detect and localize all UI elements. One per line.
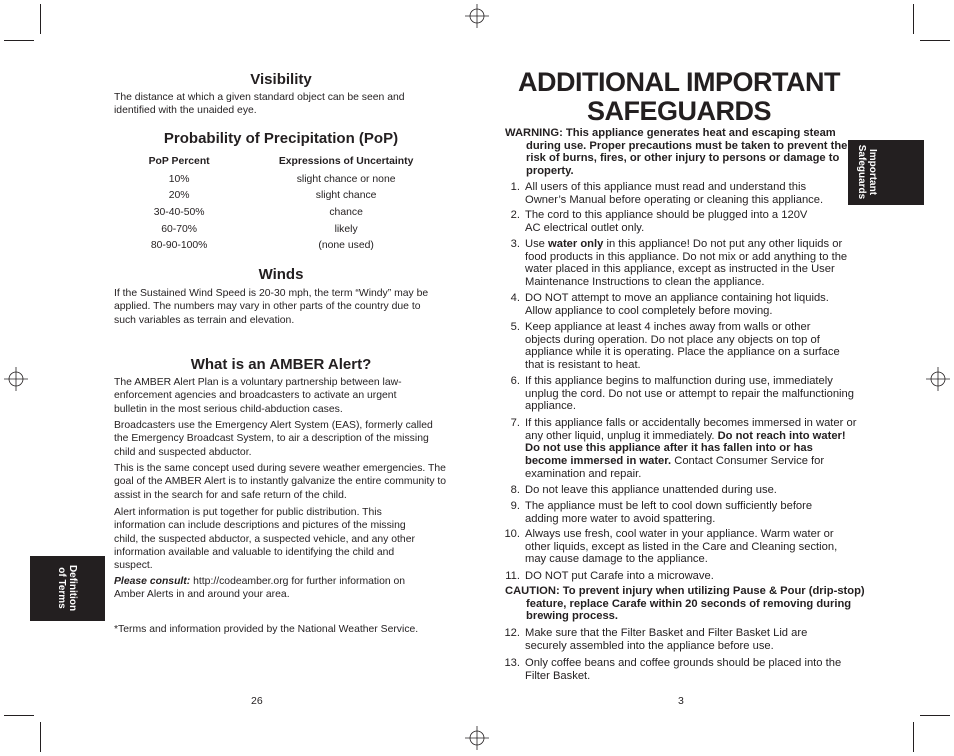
item-text: in this appliance! Do not put any other liquids or food products in this appliance. Do not mix or add anything to the water placed in this appliance, except as instructed in the User Maintenance Instructions to clean the appliance. xyxy=(525,238,848,289)
item-text-bold: Do not reach into water! Do not use this appliance after it has fallen into or has become immersed in water. xyxy=(525,429,846,468)
item-number: 12. xyxy=(504,627,520,639)
registration-mark-bottom xyxy=(465,726,489,750)
pop-percent-cell: 20% xyxy=(168,190,190,202)
visibility-heading: Visibility xyxy=(250,71,312,88)
pop-table xyxy=(114,156,448,254)
crop-mark xyxy=(40,4,41,34)
item-number: 10. xyxy=(504,528,520,540)
pop-percent-cell: 60-70% xyxy=(161,223,198,235)
amber-consult xyxy=(114,575,432,602)
item-number: 3. xyxy=(510,238,520,250)
item-text: All users of this appliance must read and understand this Owner’s Manual before operating or cleaning this appliance. xyxy=(525,181,824,206)
pop-expression-cell: likely xyxy=(334,223,358,235)
important-safeguards-tab xyxy=(848,140,924,205)
pop-percent-cell: 10% xyxy=(168,173,190,185)
item-text: Always use fresh, cool water in your appliance. Warm water or other liquids, except as listed in the Care and Cleaning section, may cause damage to the appliance. xyxy=(525,528,838,566)
item-text: If this appliance begins to malfunction during use, immediately unplug the cord. Do not use or attempt to repair the malfunctioning appliance. xyxy=(525,375,854,413)
pop-expression-cell: (none used) xyxy=(318,240,374,252)
amber-heading: What is an AMBER Alert? xyxy=(190,356,372,373)
item-text: Contact Consumer Service for examination and repair. xyxy=(525,455,825,480)
pop-heading: Probability of Precipitation (PoP) xyxy=(163,130,399,147)
consult-text: http://codeamber.org for further information on Amber Alerts in and around your area. xyxy=(114,576,406,601)
item-number: 6. xyxy=(510,375,520,387)
item-text: The appliance must be left to cool down sufficiently before adding more water to avoid spattering. xyxy=(525,500,813,525)
item-number: 4. xyxy=(510,292,520,304)
crop-mark xyxy=(920,40,950,41)
consult-label: Please consult: xyxy=(114,576,191,587)
table-row xyxy=(114,188,448,205)
page-number: 3 xyxy=(678,695,684,707)
definition-of-terms-tab xyxy=(30,556,105,621)
crop-mark xyxy=(40,722,41,752)
amber-paragraph: Broadcasters use the Emergency Alert System (EAS), formerly called the Emergency Broadcast System, to air a description of the missing child and suspected abductor. xyxy=(114,420,433,458)
registration-mark-right xyxy=(926,367,950,391)
winds-body: If the Sustained Wind Speed is 20-30 mph, the term “Windy” may be applied. The numbers may vary in other parts of the country due to such variables as terrain and elevation. xyxy=(114,288,429,326)
item-number: 5. xyxy=(510,321,520,333)
pop-expression-cell: slight chance xyxy=(315,190,377,202)
crop-mark xyxy=(913,722,914,752)
pop-column-header: PoP Percent xyxy=(148,156,210,167)
registration-mark-left xyxy=(4,367,28,391)
item-text: Do not leave this appliance unattended during use. xyxy=(525,484,777,496)
item-text: DO NOT attempt to move an appliance containing hot liquids. Allow appliance to cool completely before moving. xyxy=(525,292,829,317)
item-text-bold: water only xyxy=(548,238,604,250)
item-text: The cord to this appliance should be plugged into a 120V AC electrical outlet only. xyxy=(525,209,808,234)
item-text-group xyxy=(525,238,857,289)
table-row xyxy=(114,204,448,221)
warning-block xyxy=(505,127,861,178)
pop-percent-cell: 80-90-100% xyxy=(150,240,208,252)
table-row xyxy=(114,237,448,254)
amber-paragraph: This is the same concept used during severe weather emergencies. The goal of the AMBER Alert is to instantly galvanize the entire community to assist in the search for and safe return of the child. xyxy=(114,463,447,501)
item-text: Only coffee beans and coffee grounds should be placed into the Filter Basket. xyxy=(525,657,842,682)
item-number: 9. xyxy=(510,500,520,512)
amber-paragraph: The AMBER Alert Plan is a voluntary partnership between law-enforcement agencies and broadcasters to activate an urgent bulletin in the most serious child-abduction cases. xyxy=(114,377,402,415)
caution-text: CAUTION: To prevent injury when utilizing Pause & Pour (drip-stop) feature, replace Carafe within 20 seconds of removing during brewing process. xyxy=(505,585,865,623)
visibility-body: The distance at which a given standard object can be seen and identified with the unaided eye. xyxy=(114,92,405,117)
item-number: 2. xyxy=(510,209,520,221)
footnote: *Terms and information provided by the National Weather Service. xyxy=(114,624,419,635)
winds-heading: Winds xyxy=(258,266,304,283)
item-number: 8. xyxy=(510,484,520,496)
registration-mark-top xyxy=(465,4,489,28)
page-title xyxy=(505,68,853,126)
tab-label: Definition of Terms xyxy=(56,564,78,612)
item-text-group xyxy=(525,417,857,481)
item-text-pre: Use xyxy=(525,238,549,250)
crop-mark xyxy=(4,715,34,716)
table-row xyxy=(114,171,448,188)
item-text: Keep appliance at least 4 inches away from walls or other objects during operation. Do not place any objects on top of appliance while it is operating. Place the appliance on a surface that is resistant to heat. xyxy=(525,321,840,372)
crop-mark xyxy=(920,715,950,716)
item-text: DO NOT put Carafe into a microwave. xyxy=(525,570,714,582)
pop-column-header: Expressions of Uncertainty xyxy=(278,156,414,167)
item-number: 13. xyxy=(504,657,520,669)
pop-expression-cell: slight chance or none xyxy=(296,173,396,185)
item-text-pre: If this appliance falls or accidentally becomes immersed in water or any other liquid, unplug it immediately. xyxy=(525,417,857,442)
pop-expression-cell: chance xyxy=(329,206,363,218)
amber-paragraph: Alert information is put together for public distribution. This information can include descriptions and pictures of the missing child, the suspected abductor, a suspected vehicle, and any other information available and valuable to identifying the child and suspect. xyxy=(114,507,415,572)
item-number: 7. xyxy=(510,417,520,429)
crop-mark xyxy=(913,4,914,34)
page-number: 26 xyxy=(251,695,263,707)
title-line: SAFEGUARDS xyxy=(586,96,771,126)
pop-percent-cell: 30-40-50% xyxy=(153,206,205,218)
caution-block xyxy=(505,585,876,623)
table-row xyxy=(114,221,448,238)
warning-text: WARNING: This appliance generates heat and escaping steam during use. Proper precautions must be taken to prevent the risk of burns, fires, or other injury to persons or damage to property. xyxy=(505,127,848,178)
title-line: ADDITIONAL IMPORTANT xyxy=(518,67,840,97)
item-text: Make sure that the Filter Basket and Filter Basket Lid are securely assembled into the appliance before use. xyxy=(525,627,808,652)
crop-mark xyxy=(4,40,34,41)
tab-label: Important Safeguards xyxy=(856,144,878,200)
item-number: 1. xyxy=(510,181,520,193)
item-number: 11. xyxy=(505,570,520,582)
